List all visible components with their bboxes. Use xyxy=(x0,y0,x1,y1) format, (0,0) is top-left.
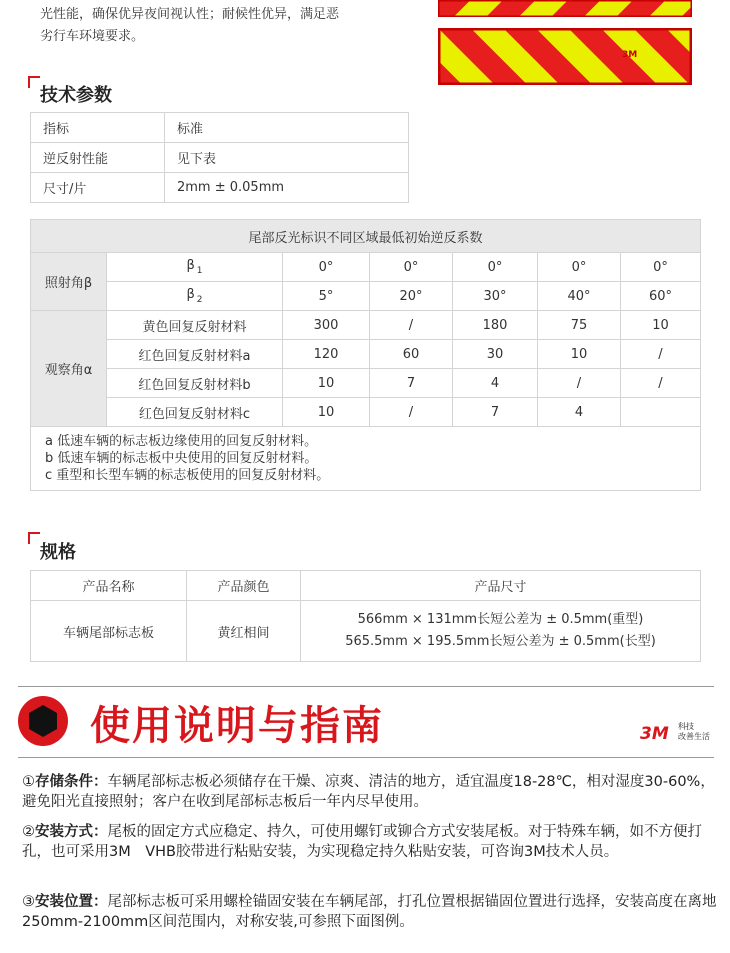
item-number: ① xyxy=(22,774,35,790)
item-label: 安装位置： xyxy=(35,894,108,910)
material-value: 4 xyxy=(538,398,621,427)
beta2-symbol: β xyxy=(186,287,195,303)
material-name: 黄色回复反射材料 xyxy=(107,311,283,340)
material-value: / xyxy=(370,398,453,427)
tech-cell: 标准 xyxy=(165,113,409,143)
retroreflection-caption: 尾部反光标识不同区域最低初始逆反系数 xyxy=(31,220,701,253)
plate-3m-logo: 3M xyxy=(622,50,638,60)
item-text: 尾板的固定方式应稳定、持久，可使用螺钉或铆合方式安装尾板。对于特殊车辆，如不方便打孔，也可采用3M VHB胶带进行粘贴安装，为实现稳定持久粘贴安装，可咨询3M技术人员。 xyxy=(22,824,702,860)
material-value: 180 xyxy=(453,311,538,340)
note-line: c 重型和长型车辆的标志板使用的回复反射材料。 xyxy=(45,468,330,483)
beta1-value: 0° xyxy=(538,253,621,282)
material-value: 30 xyxy=(453,340,538,369)
table-row xyxy=(31,369,701,398)
slogan-line: 改善生活 xyxy=(678,732,710,741)
material-value xyxy=(621,398,701,427)
beta2-value: 30° xyxy=(453,282,538,311)
material-value: 4 xyxy=(453,369,538,398)
beta1-value: 0° xyxy=(283,253,370,282)
beta1-value: 0° xyxy=(453,253,538,282)
material-value: 10 xyxy=(621,311,701,340)
material-value: 75 xyxy=(538,311,621,340)
beta1-value: 0° xyxy=(621,253,701,282)
material-value: 60 xyxy=(370,340,453,369)
material-value: / xyxy=(621,340,701,369)
table-row xyxy=(31,571,701,601)
retroreflection-notes xyxy=(31,427,701,491)
beta2-value: 40° xyxy=(538,282,621,311)
spec-header: 产品颜色 xyxy=(187,571,301,601)
beta2-label xyxy=(107,282,283,311)
beta2-subscript: 2 xyxy=(196,294,203,305)
slogan-line: 科技 xyxy=(678,722,694,731)
beta2-value: 20° xyxy=(370,282,453,311)
table-row xyxy=(31,601,701,662)
alpha-label: 观察角α xyxy=(31,311,107,427)
material-value: 10 xyxy=(538,340,621,369)
material-name: 红色回复反射材料c xyxy=(107,398,283,427)
material-value: 120 xyxy=(283,340,370,369)
reflective-plate-bottom xyxy=(438,28,692,85)
guide-title: 使用说明与指南 xyxy=(90,703,384,749)
beta1-subscript: 1 xyxy=(196,265,203,276)
note-line: a 低速车辆的标志板边缘使用的回复反射材料。 xyxy=(45,434,318,449)
spec-header: 产品尺寸 xyxy=(301,571,701,601)
guide-item-storage xyxy=(22,772,722,812)
guide-item-install-method xyxy=(22,822,722,862)
material-name: 红色回复反射材料a xyxy=(107,340,283,369)
section-corner-mark xyxy=(28,532,40,544)
beta1-value: 0° xyxy=(370,253,453,282)
material-name: 红色回复反射材料b xyxy=(107,369,283,398)
table-row xyxy=(31,173,409,203)
tech-params-title: 技术参数 xyxy=(40,85,112,106)
reflective-plate-top xyxy=(438,0,692,17)
beta-label: 照射角β xyxy=(31,253,107,311)
table-row xyxy=(31,340,701,369)
item-text: 尾部标志板可采用螺栓锚固安装在车辆尾部，打孔位置根据锚固位置进行选择，安装高度在离地250mm-2100mm区间范围内，对称安装,可参照下面图例。 xyxy=(22,894,717,930)
section-corner-mark xyxy=(28,76,40,88)
spec-table xyxy=(30,570,701,662)
beta2-value: 5° xyxy=(283,282,370,311)
intro-line-2: 劣行车环境要求。 xyxy=(40,29,145,44)
material-value: 10 xyxy=(283,369,370,398)
tech-params-table xyxy=(30,112,409,203)
retroreflection-table xyxy=(30,219,701,491)
table-row xyxy=(31,311,701,340)
tech-cell: 2mm ± 0.05mm xyxy=(165,173,409,203)
intro-text xyxy=(40,4,420,48)
spec-product-name: 车辆尾部标志板 xyxy=(31,601,187,662)
item-label: 存储条件： xyxy=(35,774,108,790)
item-label: 安装方式： xyxy=(35,824,108,840)
beta1-label xyxy=(107,253,283,282)
table-row xyxy=(31,143,409,173)
spec-product-size xyxy=(301,601,701,662)
material-value: / xyxy=(621,369,701,398)
material-value: / xyxy=(370,311,453,340)
material-value: 7 xyxy=(370,369,453,398)
hexagon-icon xyxy=(18,696,68,746)
hexagon-badge xyxy=(18,696,68,746)
beta1-symbol: β xyxy=(186,258,195,274)
note-line: b 低速车辆的标志板中央使用的回复反射材料。 xyxy=(45,451,318,466)
tech-cell: 见下表 xyxy=(165,143,409,173)
material-value: 7 xyxy=(453,398,538,427)
3m-slogan xyxy=(678,722,718,742)
spec-size-line: 566mm × 131mm长短公差为 ± 0.5mm(重型) xyxy=(357,612,644,627)
tech-cell: 逆反射性能 xyxy=(31,143,165,173)
table-row xyxy=(31,253,701,282)
item-text: 车辆尾部标志板必须储存在干燥、凉爽、清洁的地方，适宜温度18-28℃，相对湿度30-60%，避免阳光直接照射；客户在收到尾部标志板后一年内尽早使用。 xyxy=(22,774,715,810)
tech-cell: 尺寸/片 xyxy=(31,173,165,203)
spec-size-line: 565.5mm × 195.5mm长短公差为 ± 0.5mm(长型) xyxy=(345,634,656,649)
item-number: ③ xyxy=(22,894,35,910)
table-row xyxy=(31,398,701,427)
spec-header: 产品名称 xyxy=(31,571,187,601)
material-value: / xyxy=(538,369,621,398)
material-value: 300 xyxy=(283,311,370,340)
guide-item-install-position xyxy=(22,892,722,932)
divider xyxy=(18,686,714,687)
tech-cell: 指标 xyxy=(31,113,165,143)
item-number: ② xyxy=(22,824,35,840)
divider xyxy=(18,757,714,758)
table-row xyxy=(31,113,409,143)
intro-line-1: 光性能，确保优异夜间视认性；耐候性优异，满足恶 xyxy=(40,7,340,22)
spec-title: 规格 xyxy=(40,542,76,563)
beta2-value: 60° xyxy=(621,282,701,311)
3m-logo: 3M xyxy=(640,724,669,744)
spec-product-color: 黄红相间 xyxy=(187,601,301,662)
table-row xyxy=(31,282,701,311)
material-value: 10 xyxy=(283,398,370,427)
